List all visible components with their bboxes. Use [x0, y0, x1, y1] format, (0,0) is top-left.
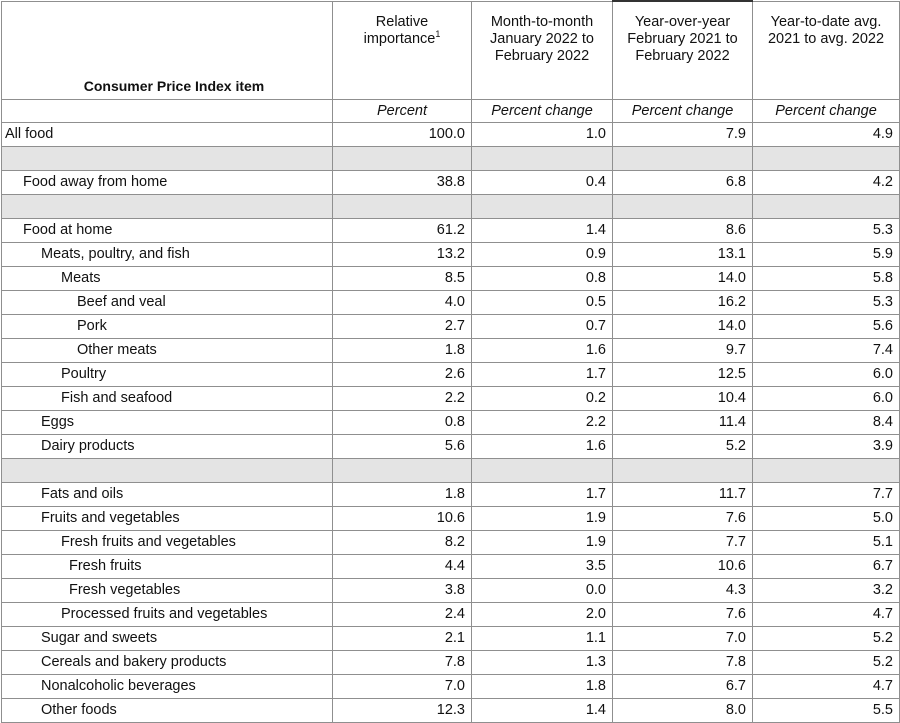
item-cell: Cereals and bakery products — [2, 650, 333, 674]
year-over-year-cell: 8.6 — [613, 218, 753, 242]
table-row — [2, 698, 900, 722]
relative-importance-cell: 8.5 — [333, 266, 472, 290]
year-over-year-cell: 9.7 — [613, 338, 753, 362]
table-body — [2, 122, 900, 722]
table-row — [2, 674, 900, 698]
relative-importance-cell: 38.8 — [333, 170, 472, 194]
relative-importance-cell: 100.0 — [333, 122, 472, 146]
year-to-date-cell: 6.0 — [753, 386, 900, 410]
month-to-month-cell: 1.6 — [472, 338, 613, 362]
year-to-date-cell: 3.9 — [753, 434, 900, 458]
year-to-date-cell: 7.7 — [753, 482, 900, 506]
item-cell: Food at home — [2, 218, 333, 242]
year-over-year-cell: 7.6 — [613, 506, 753, 530]
year-over-year-cell: 14.0 — [613, 266, 753, 290]
year-to-date-cell: 5.3 — [753, 218, 900, 242]
year-to-date-cell: 6.7 — [753, 554, 900, 578]
table-row — [2, 314, 900, 338]
table-row — [2, 626, 900, 650]
units-year-over-year: Percent change — [613, 99, 753, 122]
item-cell: Other meats — [2, 338, 333, 362]
item-cell: Eggs — [2, 410, 333, 434]
relative-importance-cell: 5.6 — [333, 434, 472, 458]
year-to-date-cell: 5.1 — [753, 530, 900, 554]
year-over-year-cell: 6.7 — [613, 674, 753, 698]
month-to-month-cell: 1.0 — [472, 122, 613, 146]
item-cell: Dairy products — [2, 434, 333, 458]
table-row — [2, 338, 900, 362]
item-cell: Pork — [2, 314, 333, 338]
relative-importance-cell: 7.0 — [333, 674, 472, 698]
year-over-year-cell: 7.6 — [613, 602, 753, 626]
year-over-year-cell: 10.4 — [613, 386, 753, 410]
year-to-date-cell: 3.2 — [753, 578, 900, 602]
item-cell: Meats, poultry, and fish — [2, 242, 333, 266]
year-to-date-cell: 7.4 — [753, 338, 900, 362]
item-cell: Meats — [2, 266, 333, 290]
units-year-to-date: Percent change — [753, 99, 900, 122]
spacer-cell — [333, 458, 472, 482]
month-to-month-cell: 0.8 — [472, 266, 613, 290]
month-to-month-cell: 1.1 — [472, 626, 613, 650]
relative-importance-cell: 1.8 — [333, 338, 472, 362]
year-over-year-cell: 7.9 — [613, 122, 753, 146]
units-month-to-month: Percent change — [472, 99, 613, 122]
month-to-month-cell: 1.4 — [472, 218, 613, 242]
table-row — [2, 506, 900, 530]
item-cell: Poultry — [2, 362, 333, 386]
item-cell: Fish and seafood — [2, 386, 333, 410]
year-to-date-header: Year-to-date avg. 2021 to avg. 2022 — [753, 1, 900, 99]
month-to-month-header: Month-to-month January 2022 to February 2022 — [472, 1, 613, 99]
year-over-year-cell: 5.2 — [613, 434, 753, 458]
header-row — [2, 1, 900, 99]
year-to-date-cell: 5.8 — [753, 266, 900, 290]
relative-importance-cell: 13.2 — [333, 242, 472, 266]
item-cell: Nonalcoholic beverages — [2, 674, 333, 698]
item-cell: Fats and oils — [2, 482, 333, 506]
table-row — [2, 242, 900, 266]
month-to-month-cell: 0.9 — [472, 242, 613, 266]
spacer-row — [2, 458, 900, 482]
item-cell: Fresh fruits — [2, 554, 333, 578]
spacer-cell — [613, 146, 753, 170]
year-over-year-header: Year-over-year February 2021 to February 2022 — [613, 1, 753, 99]
relative-importance-cell: 3.8 — [333, 578, 472, 602]
year-to-date-cell: 6.0 — [753, 362, 900, 386]
relative-importance-cell: 12.3 — [333, 698, 472, 722]
table-row — [2, 482, 900, 506]
spacer-cell — [753, 458, 900, 482]
month-to-month-cell: 1.9 — [472, 530, 613, 554]
table-row — [2, 122, 900, 146]
table-row — [2, 410, 900, 434]
spacer-cell — [753, 194, 900, 218]
relative-importance-cell: 2.6 — [333, 362, 472, 386]
item-cell: Beef and veal — [2, 290, 333, 314]
relative-importance-cell: 1.8 — [333, 482, 472, 506]
units-item-cell — [2, 99, 333, 122]
spacer-cell — [472, 458, 613, 482]
year-over-year-cell: 16.2 — [613, 290, 753, 314]
year-over-year-cell: 11.7 — [613, 482, 753, 506]
relative-importance-cell: 7.8 — [333, 650, 472, 674]
year-to-date-cell: 5.3 — [753, 290, 900, 314]
relative-importance-cell: 61.2 — [333, 218, 472, 242]
year-over-year-cell: 7.7 — [613, 530, 753, 554]
relative-importance-cell: 2.4 — [333, 602, 472, 626]
relative-importance-cell: 2.1 — [333, 626, 472, 650]
item-cell: Fresh fruits and vegetables — [2, 530, 333, 554]
year-to-date-cell: 4.7 — [753, 602, 900, 626]
month-to-month-cell: 1.3 — [472, 650, 613, 674]
spacer-cell — [333, 146, 472, 170]
table-row — [2, 650, 900, 674]
year-over-year-cell: 7.8 — [613, 650, 753, 674]
year-over-year-cell: 7.0 — [613, 626, 753, 650]
table-row — [2, 602, 900, 626]
relative-importance-cell: 2.7 — [333, 314, 472, 338]
table-row — [2, 434, 900, 458]
table-row — [2, 266, 900, 290]
table-row — [2, 218, 900, 242]
spacer-row — [2, 146, 900, 170]
spacer-cell — [2, 458, 333, 482]
month-to-month-cell: 1.7 — [472, 482, 613, 506]
spacer-cell — [613, 194, 753, 218]
relative-importance-header-label: Relative importance — [363, 13, 436, 47]
year-over-year-cell: 10.6 — [613, 554, 753, 578]
units-row — [2, 99, 900, 122]
relative-importance-cell: 4.4 — [333, 554, 472, 578]
table-row — [2, 554, 900, 578]
year-to-date-cell: 4.9 — [753, 122, 900, 146]
cpi-food-table — [1, 0, 900, 723]
month-to-month-cell: 0.0 — [472, 578, 613, 602]
year-over-year-cell: 6.8 — [613, 170, 753, 194]
spacer-cell — [333, 194, 472, 218]
year-over-year-cell: 8.0 — [613, 698, 753, 722]
item-cell: Fresh vegetables — [2, 578, 333, 602]
item-cell: Other foods — [2, 698, 333, 722]
spacer-cell — [2, 146, 333, 170]
year-to-date-cell: 5.5 — [753, 698, 900, 722]
month-to-month-cell: 1.6 — [472, 434, 613, 458]
table-row — [2, 362, 900, 386]
year-over-year-cell: 4.3 — [613, 578, 753, 602]
table-row — [2, 170, 900, 194]
year-over-year-cell: 14.0 — [613, 314, 753, 338]
relative-importance-cell: 2.2 — [333, 386, 472, 410]
year-over-year-cell: 13.1 — [613, 242, 753, 266]
item-column-header: Consumer Price Index item — [2, 1, 333, 99]
month-to-month-cell: 1.4 — [472, 698, 613, 722]
year-over-year-cell: 11.4 — [613, 410, 753, 434]
item-cell: Sugar and sweets — [2, 626, 333, 650]
table-row — [2, 530, 900, 554]
month-to-month-cell: 2.0 — [472, 602, 613, 626]
spacer-cell — [472, 194, 613, 218]
year-over-year-cell: 12.5 — [613, 362, 753, 386]
year-to-date-cell: 5.0 — [753, 506, 900, 530]
table-row — [2, 386, 900, 410]
year-to-date-cell: 5.9 — [753, 242, 900, 266]
month-to-month-cell: 1.9 — [472, 506, 613, 530]
spacer-row — [2, 194, 900, 218]
month-to-month-cell: 3.5 — [472, 554, 613, 578]
month-to-month-cell: 1.8 — [472, 674, 613, 698]
relative-importance-cell: 10.6 — [333, 506, 472, 530]
relative-importance-cell: 4.0 — [333, 290, 472, 314]
relative-importance-cell: 8.2 — [333, 530, 472, 554]
month-to-month-cell: 1.7 — [472, 362, 613, 386]
month-to-month-cell: 0.5 — [472, 290, 613, 314]
spacer-cell — [2, 194, 333, 218]
relative-importance-cell: 0.8 — [333, 410, 472, 434]
year-to-date-cell: 8.4 — [753, 410, 900, 434]
spacer-cell — [613, 458, 753, 482]
units-relative-importance: Percent — [333, 99, 472, 122]
table-row — [2, 290, 900, 314]
month-to-month-cell: 0.4 — [472, 170, 613, 194]
year-to-date-cell: 4.2 — [753, 170, 900, 194]
month-to-month-cell: 0.7 — [472, 314, 613, 338]
month-to-month-cell: 0.2 — [472, 386, 613, 410]
item-cell: Processed fruits and vegetables — [2, 602, 333, 626]
table-row — [2, 578, 900, 602]
spacer-cell — [472, 146, 613, 170]
year-to-date-cell: 5.2 — [753, 626, 900, 650]
item-cell: All food — [2, 122, 333, 146]
year-to-date-cell: 5.6 — [753, 314, 900, 338]
relative-importance-header — [333, 1, 472, 99]
year-to-date-cell: 5.2 — [753, 650, 900, 674]
spacer-cell — [753, 146, 900, 170]
item-cell: Fruits and vegetables — [2, 506, 333, 530]
item-cell: Food away from home — [2, 170, 333, 194]
footnote-marker: 1 — [435, 28, 441, 39]
year-to-date-cell: 4.7 — [753, 674, 900, 698]
month-to-month-cell: 2.2 — [472, 410, 613, 434]
